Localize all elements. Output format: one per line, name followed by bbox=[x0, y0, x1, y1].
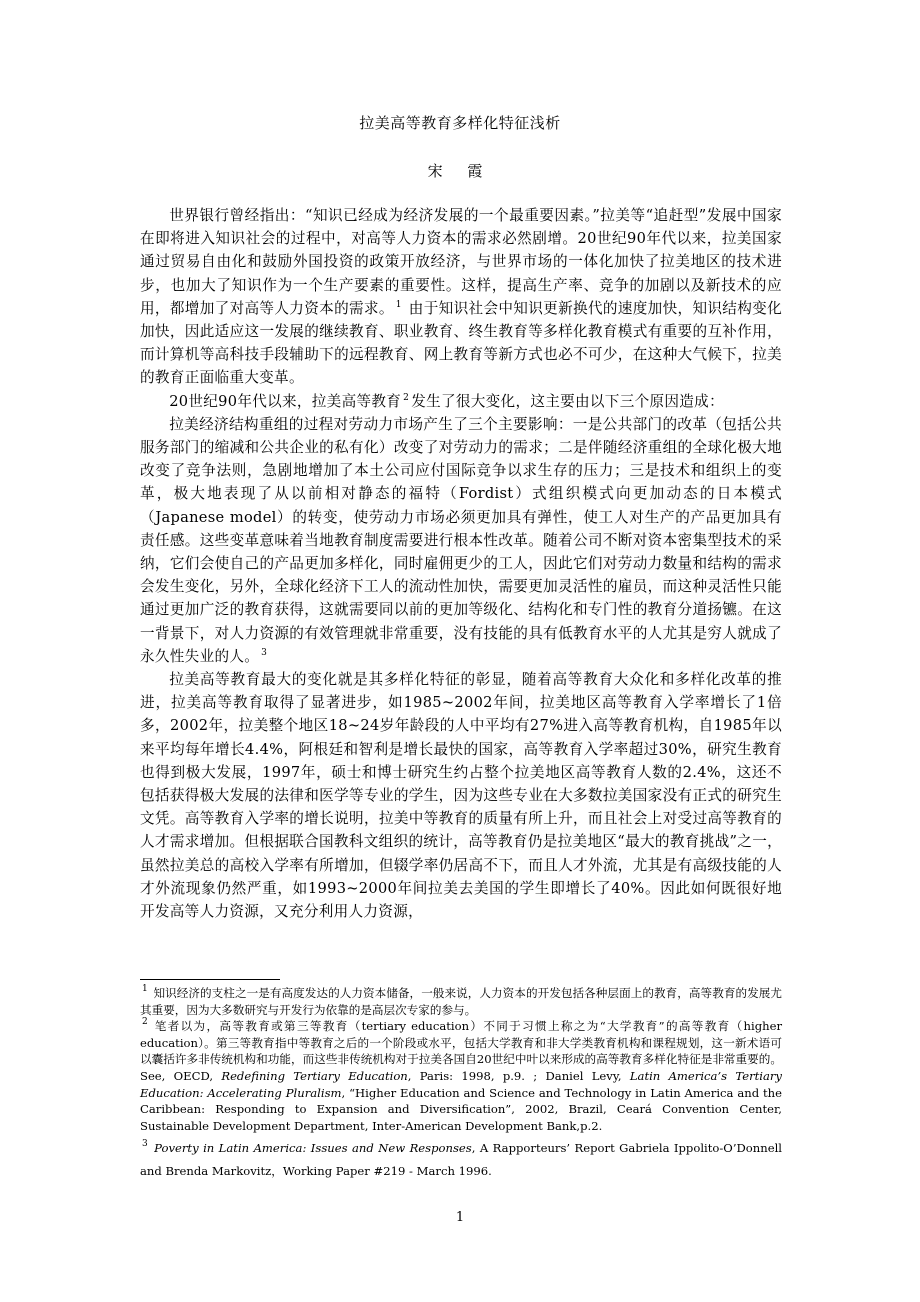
footnote-2 bbox=[140, 1018, 782, 1134]
footnote-3 bbox=[140, 1137, 782, 1183]
footnote-1 bbox=[140, 985, 782, 1018]
footnote-ref-2[interactable]: 2 bbox=[403, 392, 410, 403]
paragraph-4 bbox=[140, 668, 782, 923]
footnote-2-italic-2: Latin America’s Tertiary Education: Accelerating Pluralism bbox=[140, 1068, 782, 1100]
paragraph-1-text-b: 由于知识社会中知识更新换代的速度加快，知识结构变化加快，因此适应这一发展的继续教育、职业教育、终生教育等多样化教育模式有重要的互补作用，而计算机等高科技手段辅助下的远程教育、网上教育等新方式也必不可少，在这种大气候下，拉美的教育正面临重大变革。 bbox=[140, 299, 782, 387]
page-number: 1 bbox=[455, 1210, 465, 1225]
footnote-3-italic: Poverty in Latin America: Issues and New Responses bbox=[149, 1141, 472, 1156]
paper-title: 拉美高等教育多样化特征浅析 bbox=[359, 114, 561, 132]
footnote-3-text: , A Rapporteurs’ Report Gabriela Ippolito-O’Donnell and Brenda Markovitz，Working Paper #219 - March 1996. bbox=[140, 1141, 782, 1179]
footnote-ref-3[interactable]: 3 bbox=[261, 647, 268, 658]
paragraph-2 bbox=[140, 390, 782, 413]
paragraph-3 bbox=[140, 413, 782, 668]
footnotes bbox=[140, 985, 782, 1183]
footnote-2-text-2: , Paris: 1998, p.9. ; Daniel Levy, bbox=[407, 1068, 630, 1083]
footnote-2-text-3: , “Higher Education and Science and Technology in Latin America and the Caribbean: Responding to Expansion and Diversification”, 2002, Brazil, Ceará Convention Center, Sustainable Development Department, Inter-American Development Bank,p.2. bbox=[140, 1085, 782, 1133]
paragraph-2-text-b: 发生了很大变化，这主要由以下三个原因造成： bbox=[411, 392, 724, 410]
footnote-separator bbox=[140, 979, 280, 980]
footnote-2-mark: 2 bbox=[142, 1017, 148, 1028]
footnote-1-mark: 1 bbox=[142, 984, 148, 994]
paragraph-2-text-a: 20世纪90年代以来，拉美高等教育 bbox=[169, 392, 402, 410]
footnote-3-mark: 3 bbox=[142, 1139, 148, 1150]
paragraph-4-text-a: 拉美高等教育最大的变化就是其多样化特征的彰显，随着高等教育大众化和多样化改革的推进，拉美高等教育取得了显著进步，如1985~2002年间，拉美地区高等教育入学率增长了1倍多，2002年，拉美整个地区18~24岁年龄段的人中平均有27%进入高等教育机构，自1985年以来平均每年增长4.4%，阿根廷和智利是增长最快的国家，高等教育入学率超过30%，研究生教育也得到极大发展，1997年，硕士和博士研究生约占整个拉美地区高等教育人数的2.4%，这还不包括获得极大发展的法律和医学等专业的学生，因为这些专业在大多数拉美国家没有正式的研究生文凭。高等教育入学率的增长说明，拉美中等教育的质量有所上升，而且社会上对受过高等教育的人才需求增加。但根据联合国教科文组织的统计，高等教育仍是拉美地区“最大的教育挑战”之一，虽然拉美总的高校入学率有所增加，但辍学率仍居高不下，而且人才外流，尤其是有高级技能的人才外流现象仍然严重，如1993~2000年间拉美去美国的学生即增长了40%。因此如何既很好地开发高等人力资源，又充分利用人力资源， bbox=[140, 671, 782, 921]
footnote-ref-1[interactable]: 1 bbox=[395, 299, 402, 310]
footnote-2-italic-1: Redefining Tertiary Education bbox=[221, 1068, 408, 1083]
footnote-2-text-1: 笔者以为，高等教育或第三等教育（tertiary education）不同于习惯上称之为“大学教育”的高等教育（higher education）。第三等教育指中等教育之后的一个阶段或水平，包括大学教育和非大学类教育机构和课程规划，这一新术语可以囊括许多非传统机构和功能，而这些非传统机构对于拉美各国自20世纪中叶以来形成的高等教育多样化特征是非常重要的。See, OECD, bbox=[140, 1019, 782, 1083]
paragraph-1-text-a: 世界银行曾经指出：“知识已经成为经济发展的一个最重要因素。”拉美等“追赶型”发展中国家在即将进入知识社会的过程中，对高等人力资本的需求必然剧增。20世纪90年代以来，拉美国家通过贸易自由化和鼓励外国投资的政策开放经济，与世界市场的一体化加快了拉美地区的技术进步，也加大了知识作为一个生产要素的重要性。这样，提高生产率、竞争的加剧以及新技术的应用，都增加了对高等人力资本的需求。 bbox=[140, 207, 782, 317]
paragraph-3-text-a: 拉美经济结构重组的过程对劳动力市场产生了三个主要影响：一是公共部门的改革（包括公共服务部门的缩减和公共企业的私有化）改变了对劳动力的需求；二是伴随经济重组的全球化极大地改变了竞争法则，急剧地增加了本土公司应付国际竞争以求生存的压力；三是技术和组织上的变革，极大地表现了从以前相对静态的福特（Fordist）式组织模式向更加动态的日本模式（Japanese model）的转变，使劳动力市场必须更加具有弹性，使工人对生产的产品更加具有责任感。这些变革意味着当地教育制度需要进行根本性改革。随着公司不断对资本密集型技术的采纳，它们会使自己的产品更加多样化，同时雇佣更少的工人，因此它们对劳动力数量和结构的需求会发生变化，另外，全球化经济下工人的流动性加快，需要更加灵活性的雇员，而这种灵活性只能通过更加广泛的教育获得，这就需要同以前的更加等级化、结构化和专门性的教育分道扬镳。在这一背景下，对人力资源的有效管理就非常重要，没有技能的具有低教育水平的人尤其是穷人就成了永久性失业的人。 bbox=[140, 415, 782, 665]
author-name: 宋 霞 bbox=[427, 162, 493, 180]
paragraph-1 bbox=[140, 204, 782, 390]
footnote-1-text: 知识经济的支柱之一是有高度发达的人力资本储备，一般来说，人力资本的开发包括各种层面上的教育，高等教育的发展尤其重要，因为大多数研究与开发行为依靠的是高层次专家的参与。 bbox=[140, 986, 782, 1017]
main-text bbox=[140, 204, 782, 923]
